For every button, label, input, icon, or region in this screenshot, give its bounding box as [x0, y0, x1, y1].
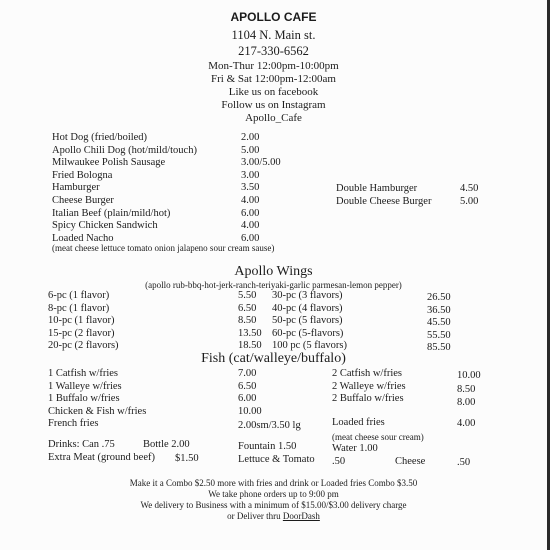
- lettuce-tomato-price: .50: [332, 456, 346, 467]
- menu-item: Spicy Chicken Sandwich: [52, 220, 158, 232]
- fish-price: 6.50: [238, 380, 257, 392]
- fish-title: Fish (cat/walleye/buffalo): [201, 351, 346, 366]
- cafe-phone: 217-330-6562: [238, 44, 309, 58]
- wings-right-prices: [427, 290, 451, 355]
- wings-item: 8-pc (1 flavor): [48, 302, 110, 314]
- extra-meat: Extra Meat (ground beef): [48, 452, 155, 463]
- fish-item: 1 Buffalo w/fries: [48, 393, 120, 405]
- fish-item: Chicken & Fish w/fries: [48, 405, 147, 417]
- wings-price: 5.50: [238, 290, 257, 301]
- fish-price: 6.00: [238, 393, 257, 405]
- wings-item: 100 pc (5 flavors): [272, 340, 347, 352]
- cheese-price: .50: [457, 457, 471, 468]
- fish-right-prices: [457, 370, 481, 410]
- wings-price: 36.50: [427, 304, 451, 316]
- menu-item-names: [52, 132, 197, 245]
- fish-left-names: [48, 368, 146, 431]
- fish-price: 10.00: [457, 370, 481, 381]
- wings-price: 55.50: [427, 329, 451, 341]
- wings-item: 40-pc (4 flavors): [272, 302, 343, 314]
- cafe-name: APOLLO CAFE: [230, 10, 317, 24]
- menu-item: Fried Bologna: [52, 169, 113, 181]
- menu-item: Double Hamburger: [336, 183, 418, 194]
- wings-flavors: (apollo rub-bbq-hot-jerk-ranch-teriyaki-garlic parmesan-lemon pepper): [145, 280, 402, 290]
- menu-item: Cheese Burger: [52, 194, 114, 206]
- wings-price: 8.50: [238, 315, 257, 327]
- menu-item: Double Cheese Burger: [336, 196, 432, 207]
- doordash-prefix: or Deliver thru: [227, 511, 283, 521]
- wings-price: 13.50: [238, 327, 262, 339]
- wings-left-prices: [238, 290, 262, 353]
- hours-weekday: Mon-Thur 12:00pm-10:00pm: [208, 60, 339, 72]
- menu-item: Hot Dog (fried/boiled): [52, 132, 148, 143]
- menu-price: 6.00: [241, 207, 260, 219]
- wings-price: 45.50: [427, 317, 451, 329]
- loaded-fries-price: 4.00: [457, 418, 476, 429]
- menu-price: 2.00: [241, 132, 260, 143]
- wings-left-names: [48, 290, 119, 353]
- fish-right-names: [332, 368, 406, 406]
- doordash-link: DoorDash: [282, 511, 320, 521]
- fish-left-prices: [238, 368, 301, 433]
- fish-item: 1 Catfish w/fries: [48, 368, 118, 379]
- wings-item: 30-pc (3 flavors): [272, 290, 343, 301]
- menu-price: 4.00: [241, 194, 260, 206]
- doordash-line: [0, 511, 547, 521]
- menu-item-prices: [241, 132, 281, 245]
- instagram-line: Follow us on Instagram: [221, 99, 326, 111]
- wings-right-names: [272, 290, 347, 353]
- menu-price: 3.00: [241, 169, 260, 181]
- menu-item: Italian Beef (plain/mild/hot): [52, 207, 171, 219]
- menu-item: Milwaukee Polish Sausage: [52, 157, 166, 169]
- menu-price: 4.00: [241, 220, 260, 232]
- facebook-line: Like us on facebook: [228, 86, 319, 98]
- combo-line: Make it a Combo $2.50 more with fries and drink or Loaded fries Combo $3.50: [129, 478, 418, 488]
- fish-price: 2.00sm/3.50 lg: [238, 420, 301, 432]
- menu-price: 5.00: [460, 196, 479, 207]
- wings-item: 10-pc (1 flavor): [48, 315, 115, 327]
- wings-price: 26.50: [427, 292, 451, 303]
- wings-item: 60-pc (5-flavors): [272, 327, 344, 339]
- fish-item: French fries: [48, 418, 99, 430]
- cheese: Cheese: [395, 456, 426, 467]
- wings-price: 85.50: [427, 342, 451, 354]
- menu-item: Hamburger: [52, 182, 100, 194]
- drinks-can: Drinks: Can .75: [48, 439, 115, 450]
- phone-orders-line: We take phone orders up to 9:00 pm: [208, 489, 339, 499]
- cafe-address: 1104 N. Main st.: [231, 28, 316, 42]
- wings-item: 15-pc (2 flavor): [48, 327, 115, 339]
- drinks-water: Water 1.00: [332, 443, 378, 454]
- hours-weekend: Fri & Sat 12:00pm-12:00am: [211, 73, 336, 85]
- lettuce-tomato: Lettuce & Tomato: [238, 454, 315, 465]
- menu-price: 3.00/5.00: [241, 157, 281, 169]
- menu-price: 3.50: [241, 182, 260, 194]
- menu-price: 4.50: [460, 183, 479, 194]
- menu-item: Apollo Chili Dog (hot/mild/touch): [52, 144, 197, 156]
- fish-price: 10.00: [238, 405, 262, 417]
- fish-item: 2 Buffalo w/fries: [332, 393, 404, 405]
- fish-price: 8.00: [457, 397, 476, 409]
- wings-item: 50-pc (5 flavors): [272, 315, 343, 327]
- delivery-line: We delivery to Business with a minimum of $15.00/$3.00 delivery charge: [140, 500, 407, 510]
- wings-item: 20-pc (2 flavors): [48, 340, 119, 352]
- instagram-handle: Apollo_Cafe: [245, 112, 302, 124]
- fish-item: 2 Catfish w/fries: [332, 368, 402, 379]
- nacho-note: (meat cheese lettuce tomato onion jalapeno sour cream sause): [52, 243, 275, 253]
- drinks-bottle: Bottle 2.00: [143, 439, 190, 450]
- wings-price: 18.50: [238, 340, 262, 352]
- menu-price: 5.00: [241, 144, 260, 156]
- extra-meat-price: $1.50: [175, 453, 199, 464]
- fish-price: 8.50: [457, 383, 476, 395]
- fish-item: 2 Walleye w/fries: [332, 380, 406, 392]
- wings-title: Apollo Wings: [234, 264, 313, 279]
- menu-price: 6.00: [241, 232, 260, 244]
- fish-item: 1 Walleye w/fries: [48, 380, 122, 392]
- loaded-fries-note: (meat cheese sour cream): [332, 432, 424, 442]
- loaded-fries: Loaded fries: [332, 417, 385, 428]
- drinks-fountain: Fountain 1.50: [238, 441, 297, 452]
- wings-price: 6.50: [238, 302, 257, 314]
- fish-price: 7.00: [238, 368, 257, 379]
- wings-item: 6-pc (1 flavor): [48, 290, 110, 301]
- menu-item: Loaded Nacho: [52, 232, 114, 244]
